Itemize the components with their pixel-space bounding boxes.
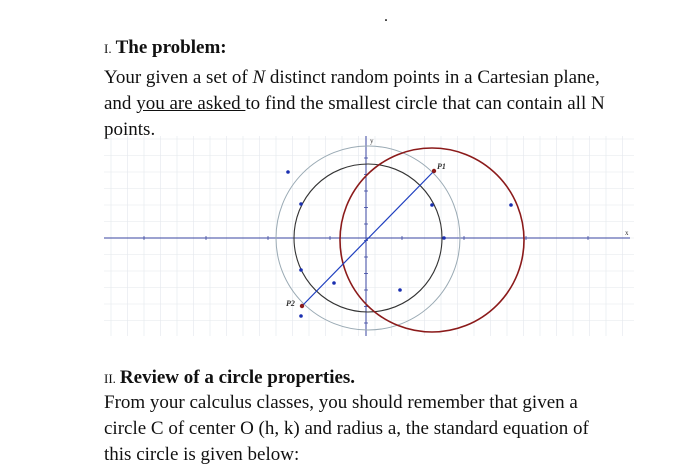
section-1-heading bbox=[104, 37, 227, 59]
problem-text: to find the smallest circle that can contain all N bbox=[245, 93, 605, 114]
problem-text: and bbox=[104, 93, 137, 114]
point bbox=[430, 203, 434, 207]
label-p2: P2 bbox=[286, 299, 295, 308]
underlined-phrase: you are asked bbox=[136, 93, 246, 114]
label-p1: P1 bbox=[437, 162, 446, 171]
problem-line-2 bbox=[104, 91, 684, 117]
point bbox=[332, 281, 336, 285]
point bbox=[398, 288, 402, 292]
point-p2 bbox=[300, 304, 304, 308]
review-line-1: From your calculus classes, you should remember that given a bbox=[104, 392, 578, 413]
y-axis-label: y bbox=[370, 137, 374, 145]
section-2-number: II. bbox=[104, 371, 116, 386]
problem-line-1 bbox=[104, 65, 684, 91]
stray-dot: . bbox=[384, 8, 388, 25]
point-p1 bbox=[432, 169, 436, 173]
problem-line-3: points. bbox=[104, 119, 156, 140]
point bbox=[299, 268, 303, 272]
review-line-2: circle C of center O (h, k) and radius a, the standard equation of bbox=[104, 418, 589, 439]
problem-statement bbox=[104, 65, 684, 143]
section-1-number: I. bbox=[104, 41, 112, 56]
review-line-3: this circle is given below: bbox=[104, 444, 300, 465]
point bbox=[299, 314, 303, 318]
point bbox=[299, 202, 303, 206]
x-axis-label: x bbox=[625, 229, 629, 237]
problem-text: Your given a set of bbox=[104, 67, 253, 88]
point bbox=[286, 170, 290, 174]
problem-text: distinct random points in a Cartesian plane, bbox=[265, 67, 600, 88]
variable-n: N bbox=[252, 67, 266, 88]
point bbox=[509, 203, 513, 207]
review-text bbox=[104, 390, 684, 468]
section-2-heading bbox=[104, 367, 355, 389]
section-1-title: The problem: bbox=[115, 37, 227, 58]
points bbox=[286, 169, 513, 318]
section-2-title: Review of a circle properties. bbox=[119, 367, 356, 388]
point bbox=[442, 236, 446, 240]
circle-figure bbox=[104, 136, 634, 336]
